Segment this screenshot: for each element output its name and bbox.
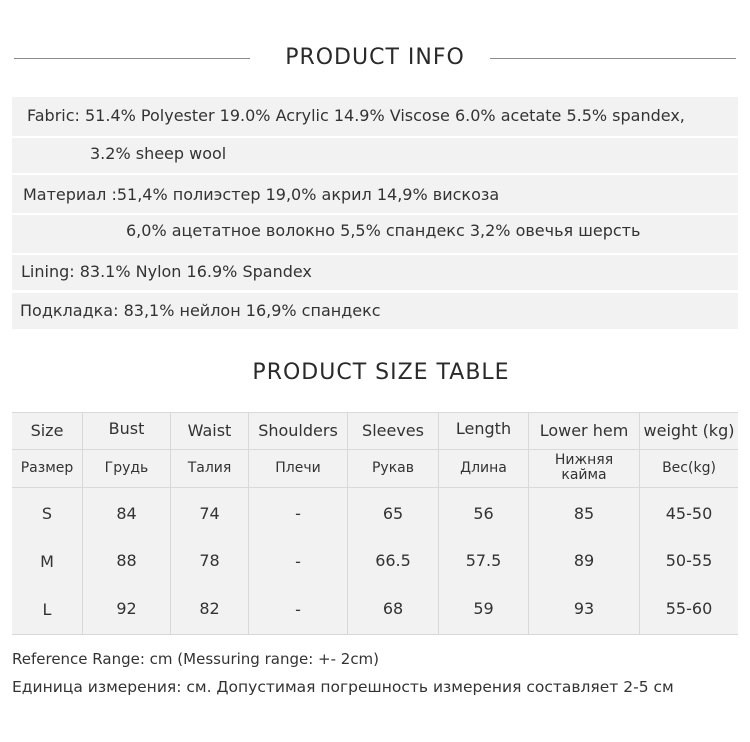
header-ru-size: Размер xyxy=(20,460,74,476)
info-divider xyxy=(12,213,738,215)
table-cell: 88 xyxy=(116,550,137,570)
table-cell: 89 xyxy=(573,550,595,570)
table-cell: 68 xyxy=(382,598,404,618)
header-ru-sleeves: Рукав xyxy=(371,460,414,476)
reference-range-note: Reference Range: cm (Messuring range: +- 2cm) xyxy=(12,650,380,668)
table-cell: - xyxy=(295,503,301,523)
lining-ru-info-row xyxy=(12,293,738,329)
table-cell: 92 xyxy=(116,598,137,618)
table-cell: 78 xyxy=(199,550,220,570)
header-sleeves: Sleeves xyxy=(362,421,424,440)
header-ru-length: Длина xyxy=(460,460,507,476)
table-bottom-border xyxy=(12,634,738,635)
header-ru-bust: Грудь xyxy=(104,460,149,476)
table-cell: 55-60 xyxy=(665,598,713,618)
product-info-title: PRODUCT INFO xyxy=(285,45,465,70)
size-table-title: PRODUCT SIZE TABLE xyxy=(252,360,510,385)
header-size: Size xyxy=(30,421,64,440)
table-cell: 50-55 xyxy=(665,550,713,570)
info-divider xyxy=(12,136,738,138)
header-shoulders: Shoulders xyxy=(258,421,338,440)
table-cell: 82 xyxy=(199,598,220,618)
table-cell: 65 xyxy=(382,503,404,523)
reference-range-note-ru: Единица измерения: см. Допустимая погрешность измерения составляет 2-5 см xyxy=(12,678,674,696)
table-cell: 93 xyxy=(573,598,595,618)
lining-info-row xyxy=(12,255,738,290)
table-cell: - xyxy=(295,551,301,571)
header-length: Length xyxy=(455,419,512,438)
header-ru-weight: Вес(kg) xyxy=(662,460,716,476)
header-weight: weight (kg) xyxy=(643,421,735,440)
table-cell: M xyxy=(40,551,54,571)
table-cell: L xyxy=(42,599,52,619)
material-info-line2: 6,0% ацетатное волокно 5,5% спандекс 3,2% овечья шерсть xyxy=(126,221,641,240)
table-cell: 84 xyxy=(116,503,137,523)
header-waist: Waist xyxy=(187,421,232,440)
table-cell: 57.5 xyxy=(465,550,502,570)
header-ru-shoulders: Плечи xyxy=(275,460,321,476)
lining-info-line1: Lining: 83.1% Nylon 16.9% Spandex xyxy=(21,262,312,281)
table-cell: 56 xyxy=(473,503,494,523)
header-bust: Bust xyxy=(108,419,145,438)
fabric-info-line1: Fabric: 51.4% Polyester 19.0% Acrylic 14.9% Viscose 6.0% acetate 5.5% spandex, xyxy=(27,106,685,125)
header-ru-lower-hem: Нижняя кайма xyxy=(554,452,614,483)
header-ru-waist: Талия xyxy=(187,460,232,476)
material-info-line1: Материал :51,4% полиэстер 19,0% акрил 14,9% вискоза xyxy=(23,185,500,204)
table-cell: 85 xyxy=(573,503,595,523)
header-lower-hem: Lower hem xyxy=(539,421,629,440)
table-cell: 74 xyxy=(199,503,220,523)
lining-ru-info-line1: Подкладка: 83,1% нейлон 16,9% спандекс xyxy=(20,301,381,320)
table-subheader-divider xyxy=(12,487,738,488)
table-cell: 59 xyxy=(473,598,494,618)
table-cell: - xyxy=(295,599,301,619)
table-cell: S xyxy=(41,503,53,523)
fabric-info-row xyxy=(12,97,738,173)
table-cell: 66.5 xyxy=(375,550,411,570)
fabric-info-line2: 3.2% sheep wool xyxy=(90,144,227,163)
table-cell: 45-50 xyxy=(665,503,713,523)
